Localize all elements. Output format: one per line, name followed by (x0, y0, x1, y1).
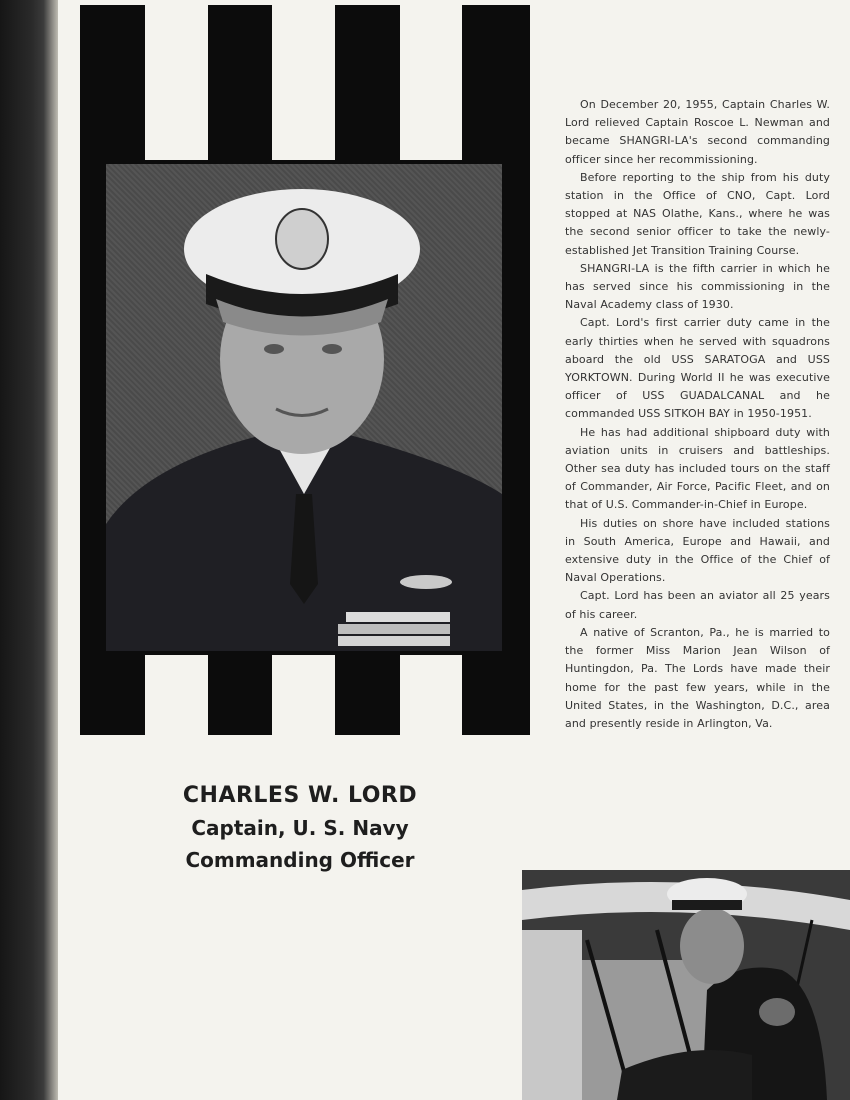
bio-paragraph: Capt. Lord's first carrier duty came in the early thirties when he served with squadrons aboard the old USS SARATOGA and USS YORKTOWN. During World II he was executive officer of USS GUADALCANAL and he commanded USS SITKOH BAY in 1950-1951. (565, 316, 830, 421)
bridge-drawing (522, 870, 850, 1100)
bio-paragraph: Before reporting to the ship from his duty station in the Office of CNO, Capt. Lord stopped at NAS Olathe, Kans., where he was the second senior officer to take the newly-established Jet Transition Training Course. (565, 170, 830, 257)
biography-column (565, 96, 830, 733)
bio-paragraph: SHANGRI-LA is the fifth carrier in which he has served since his commissioning in the Naval Academy class of 1930. (565, 261, 830, 312)
portrait-drawing (106, 164, 502, 651)
officer-role: Commanding Officer (185, 848, 415, 872)
officer-rank: Captain, U. S. Navy (191, 816, 409, 840)
page-binding (0, 0, 58, 1100)
bio-paragraph: He has had additional shipboard duty with aviation units in cruisers and battleships. Other sea duty has included tours on the staff of Commander, Air Force, Pacific Fleet, and on that of U.S. Commander-in-Chief in Europe. (565, 425, 830, 512)
bio-paragraph: A native of Scranton, Pa., he is married to the former Miss Marion Jean Wilson of Huntingdon, Pa. The Lords have made their home for the past few years, while in the United States, in the Washington, D.C., area and presently reside in Arlington, Va. (565, 625, 830, 730)
bio-paragraph: Capt. Lord has been an aviator all 25 years of his career. (565, 589, 830, 621)
bio-paragraph: His duties on shore have included stations in South America, Europe and Hawaii, and extensive duty in the Office of the Chief of Naval Operations. (565, 516, 830, 585)
captain-portrait-photo (106, 164, 502, 651)
bio-paragraph: On December 20, 1955, Captain Charles W. Lord relieved Captain Roscoe L. Newman and became SHANGRI-LA's second commanding officer since her recommissioning. (565, 98, 830, 166)
portrait-caption (150, 780, 450, 876)
officer-name: CHARLES W. LORD (182, 783, 418, 808)
portrait-frame (102, 160, 506, 655)
bridge-photo (522, 870, 850, 1100)
